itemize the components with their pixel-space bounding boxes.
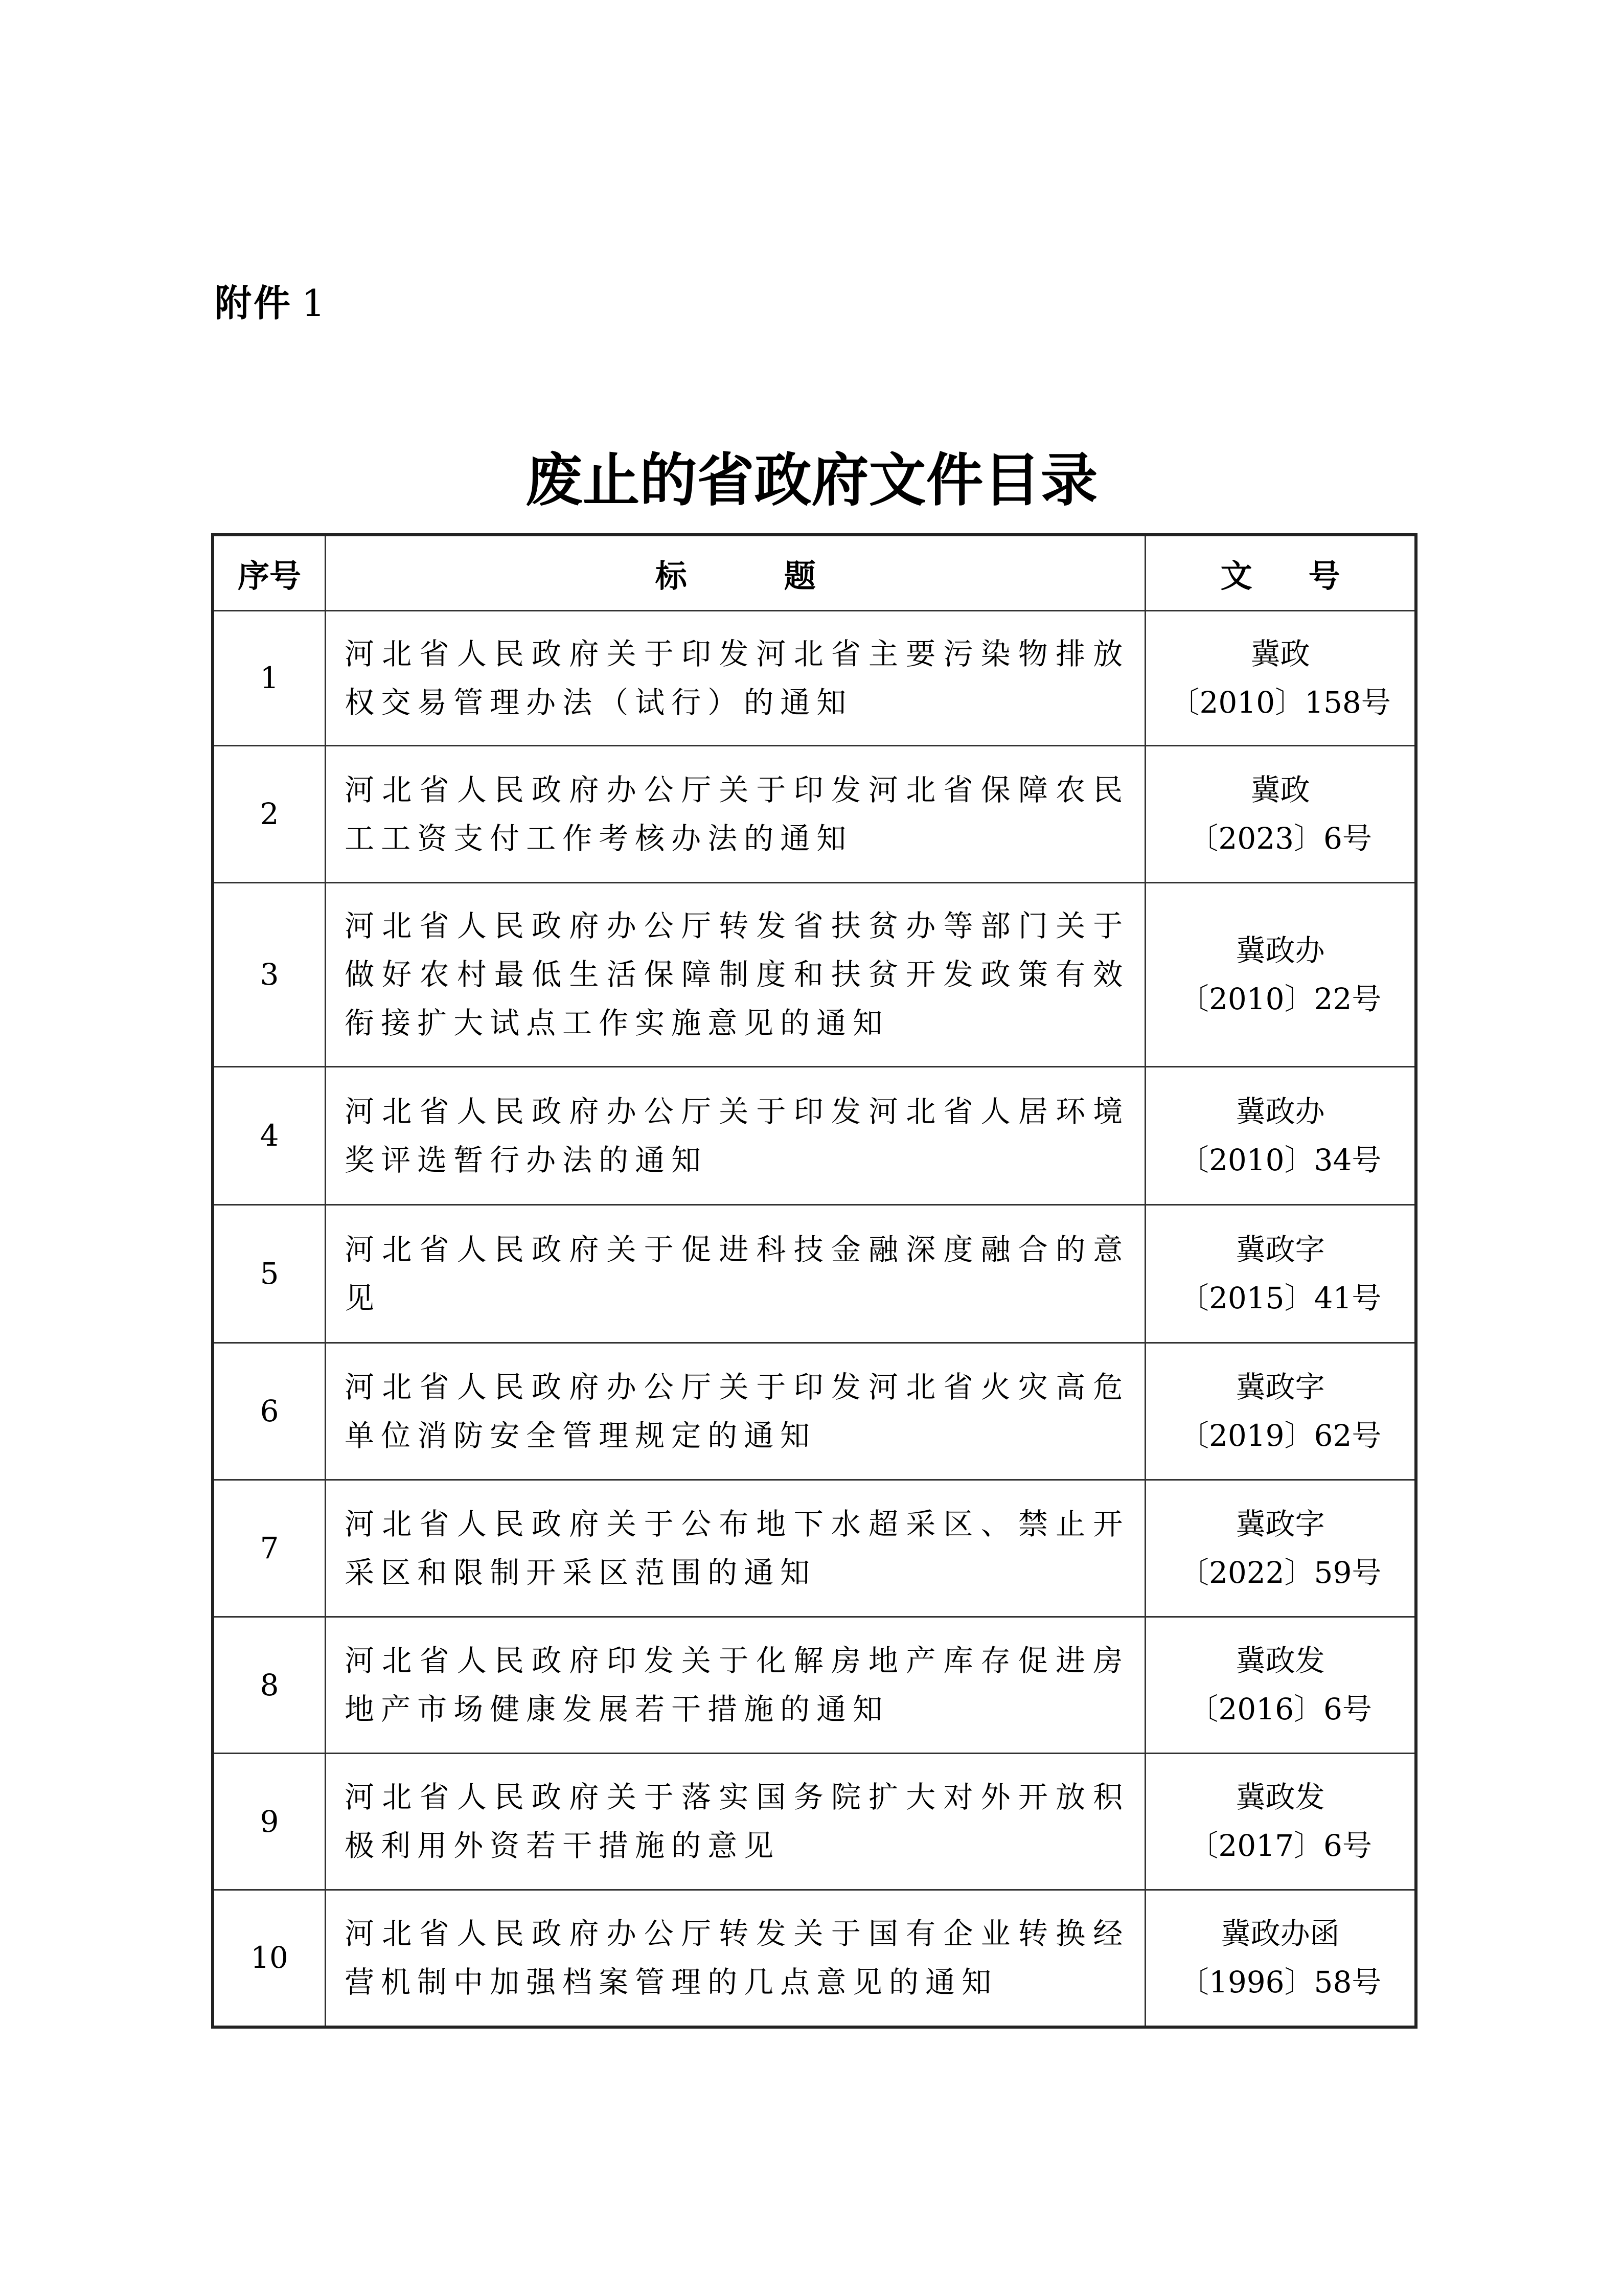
- row-doc-number: [1146, 883, 1416, 1067]
- doc-prefix: 冀政办: [1236, 1094, 1325, 1129]
- row-seq: 2: [213, 746, 326, 883]
- doc-prefix: 冀政发: [1236, 1780, 1325, 1814]
- row-seq: 5: [213, 1205, 326, 1343]
- header-doc-char-1: 文: [1220, 557, 1252, 595]
- row-seq: 8: [213, 1617, 326, 1754]
- row-doc-number: [1146, 611, 1416, 746]
- doc-prefix: 冀政字: [1236, 1506, 1325, 1541]
- doc-prefix: 冀政办: [1236, 933, 1325, 968]
- row-doc-number: [1146, 1890, 1416, 2027]
- header-doc-char-2: 号: [1308, 557, 1340, 595]
- row-title: 河北省人民政府办公厅关于印发河北省火灾高危单位消防安全管理规定的通知: [326, 1343, 1146, 1480]
- attachment-label: [215, 274, 327, 327]
- doc-number: 〔2016〕6号: [1188, 1692, 1372, 1726]
- row-title: 河北省人民政府办公厅转发省扶贫办等部门关于做好农村最低生活保障制度和扶贫开发政策有效衔接扩大试点工作实施意见的通知: [326, 883, 1146, 1067]
- doc-number: 〔2010〕158号: [1170, 685, 1391, 720]
- row-title: 河北省人民政府办公厅关于印发河北省保障农民工工资支付工作考核办法的通知: [326, 746, 1146, 883]
- row-seq: 4: [213, 1067, 326, 1205]
- doc-prefix: 冀政字: [1236, 1232, 1325, 1267]
- doc-number: 〔2019〕62号: [1179, 1418, 1382, 1453]
- table-row: [213, 883, 1416, 1067]
- table-row: [213, 611, 1416, 746]
- attachment-label-text: 附件: [215, 282, 293, 325]
- row-seq: 10: [213, 1890, 326, 2027]
- doc-prefix: 冀政: [1250, 772, 1310, 807]
- row-doc-number: [1146, 1343, 1416, 1480]
- table-row: [213, 746, 1416, 883]
- row-doc-number: [1146, 1754, 1416, 1890]
- row-doc-number: [1146, 1205, 1416, 1343]
- header-doc-number: [1146, 535, 1416, 611]
- row-doc-number: [1146, 1480, 1416, 1617]
- doc-number: 〔1996〕58号: [1179, 1964, 1382, 1999]
- row-title: 河北省人民政府关于落实国务院扩大对外开放积极利用外资若干措施的意见: [326, 1754, 1146, 1890]
- row-title: 河北省人民政府关于促进科技金融深度融合的意见: [326, 1205, 1146, 1343]
- row-title: 河北省人民政府办公厅转发关于国有企业转换经营机制中加强档案管理的几点意见的通知: [326, 1890, 1146, 2027]
- table-row: [213, 1205, 1416, 1343]
- table-row: [213, 1343, 1416, 1480]
- doc-number: 〔2022〕59号: [1179, 1555, 1382, 1590]
- repealed-documents-table: [211, 533, 1418, 2029]
- header-title-char-2: 题: [784, 557, 816, 595]
- row-seq: 3: [213, 883, 326, 1067]
- table-row: [213, 1754, 1416, 1890]
- row-doc-number: [1146, 1617, 1416, 1754]
- row-title: 河北省人民政府关于公布地下水超采区、禁止开采区和限制开采区范围的通知: [326, 1480, 1146, 1617]
- doc-number: 〔2010〕22号: [1179, 981, 1382, 1016]
- page-title: 废止的省政府文件目录: [525, 447, 1098, 514]
- doc-prefix: 冀政字: [1236, 1369, 1325, 1404]
- row-doc-number: [1146, 746, 1416, 883]
- header-seq: 序号: [213, 535, 326, 611]
- doc-number: 〔2023〕6号: [1188, 821, 1372, 856]
- doc-prefix: 冀政发: [1236, 1643, 1325, 1678]
- row-seq: 7: [213, 1480, 326, 1617]
- doc-number: 〔2010〕34号: [1179, 1142, 1382, 1177]
- doc-number: 〔2015〕41号: [1179, 1280, 1382, 1315]
- table-row: [213, 1067, 1416, 1205]
- doc-number: 〔2017〕6号: [1188, 1828, 1372, 1863]
- row-seq: 9: [213, 1754, 326, 1890]
- table-row: [213, 1890, 1416, 2027]
- row-seq: 1: [213, 611, 326, 746]
- header-title-char-1: 标: [655, 557, 687, 595]
- row-title: 河北省人民政府办公厅关于印发河北省人居环境奖评选暂行办法的通知: [326, 1067, 1146, 1205]
- table-row: [213, 1480, 1416, 1617]
- table-header-row: [213, 535, 1416, 611]
- doc-prefix: 冀政办函: [1221, 1916, 1340, 1951]
- row-seq: 6: [213, 1343, 326, 1480]
- row-title: 河北省人民政府印发关于化解房地产库存促进房地产市场健康发展若干措施的通知: [326, 1617, 1146, 1754]
- attachment-number: 1: [302, 282, 327, 325]
- row-title: 河北省人民政府关于印发河北省主要污染物排放权交易管理办法（试行）的通知: [326, 611, 1146, 746]
- table-row: [213, 1617, 1416, 1754]
- row-doc-number: [1146, 1067, 1416, 1205]
- doc-prefix: 冀政: [1250, 636, 1310, 671]
- header-title: [326, 535, 1146, 611]
